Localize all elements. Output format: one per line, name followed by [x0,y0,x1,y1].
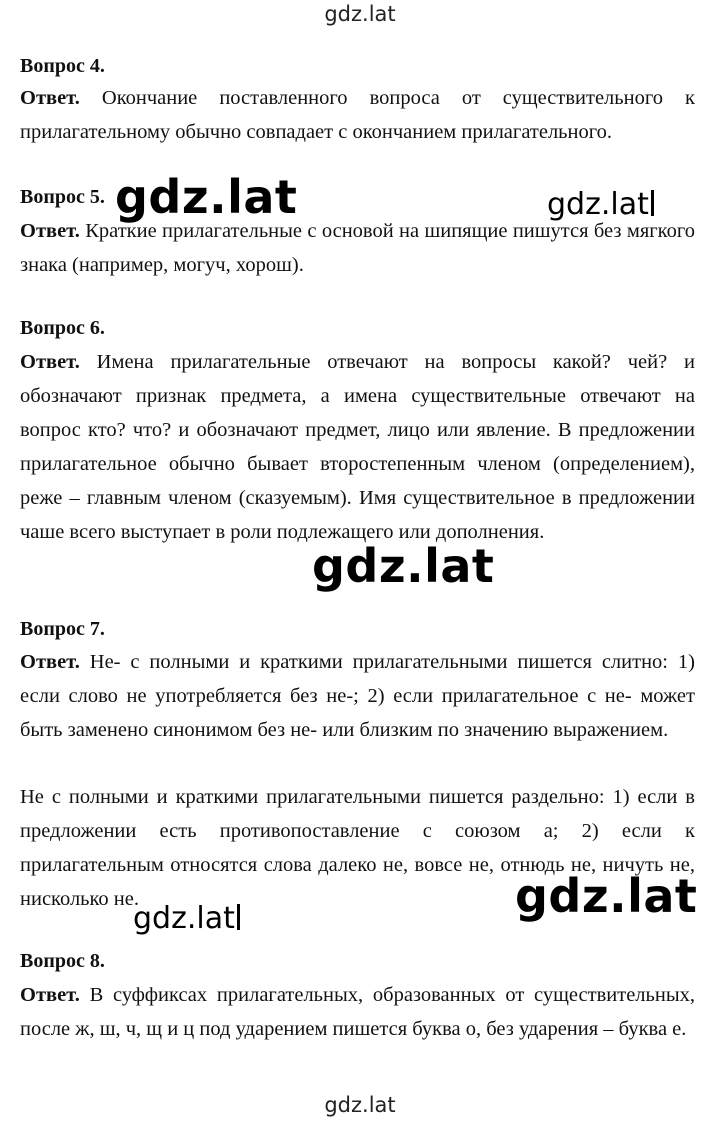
watermark: gdz.lat [312,539,495,593]
question-8-title: Вопрос 8. [20,950,105,972]
question-7-answer [20,645,695,747]
answer-text: Не- с полными и краткими прилагательными пишется слитно: 1) если слово не употребляется без не-; 2) если прилагательное с не- может быть заменено синонимом без не- или близким по значению выражением. [20,651,695,741]
answer-label: Ответ. [20,87,80,109]
site-footer: gdz.lat [324,1093,396,1117]
question-5-answer [20,214,695,282]
answer-label: Ответ. [20,220,80,242]
answer-text: В суффиксах прилагательных, образованных от существительных, после ж, ш, ч, щ и ц под ударением пишется буква о, без ударения – буква е. [20,984,695,1040]
watermark: gdz.lat [133,904,240,934]
question-7-answer-continued: Не с полными и краткими прилагательными пишется раздельно: 1) если в предложении есть противопоставление с союзом а; 2) если к прилагательным относятся слова далеко не, вовсе не, отнюдь не, ничуть не, нисколько не. [20,786,695,910]
answer-label: Ответ. [20,351,80,373]
question-5-title: Вопрос 5. [20,186,105,208]
answer-label: Ответ. [20,651,80,673]
question-8-answer [20,978,695,1046]
answer-text: Краткие прилагательные с основой на шипящие пишутся без мягкого знака (например, могуч, хорош). [20,220,695,276]
answer-text: Имена прилагательные отвечают на вопросы какой? чей? и обозначают признак предмета, а имена существительные отвечают на вопрос кто? что? и обозначают предмет, лицо или явление. В предложении прилагательное обычно бывает второстепенным членом (определением), реже – главным членом (сказуемым). Имя существительное в предложении чаше всего выступает в роли подлежащего или дополнения. [20,351,695,543]
question-4-title: Вопрос 4. [20,55,105,77]
answer-text: Окончание поставленного вопроса от существительного к прилагательному обычно совпадает с окончанием прилагательного. [20,87,695,143]
question-6-title: Вопрос 6. [20,317,105,339]
answer-label: Ответ. [20,984,80,1006]
question-4-answer [20,81,695,149]
watermark: gdz.lat [547,190,654,220]
question-6-answer [20,345,695,549]
site-header: gdz.lat [324,2,396,26]
watermark: gdz.lat [115,170,298,224]
watermark: gdz.lat [515,869,698,923]
question-7-title: Вопрос 7. [20,618,105,640]
